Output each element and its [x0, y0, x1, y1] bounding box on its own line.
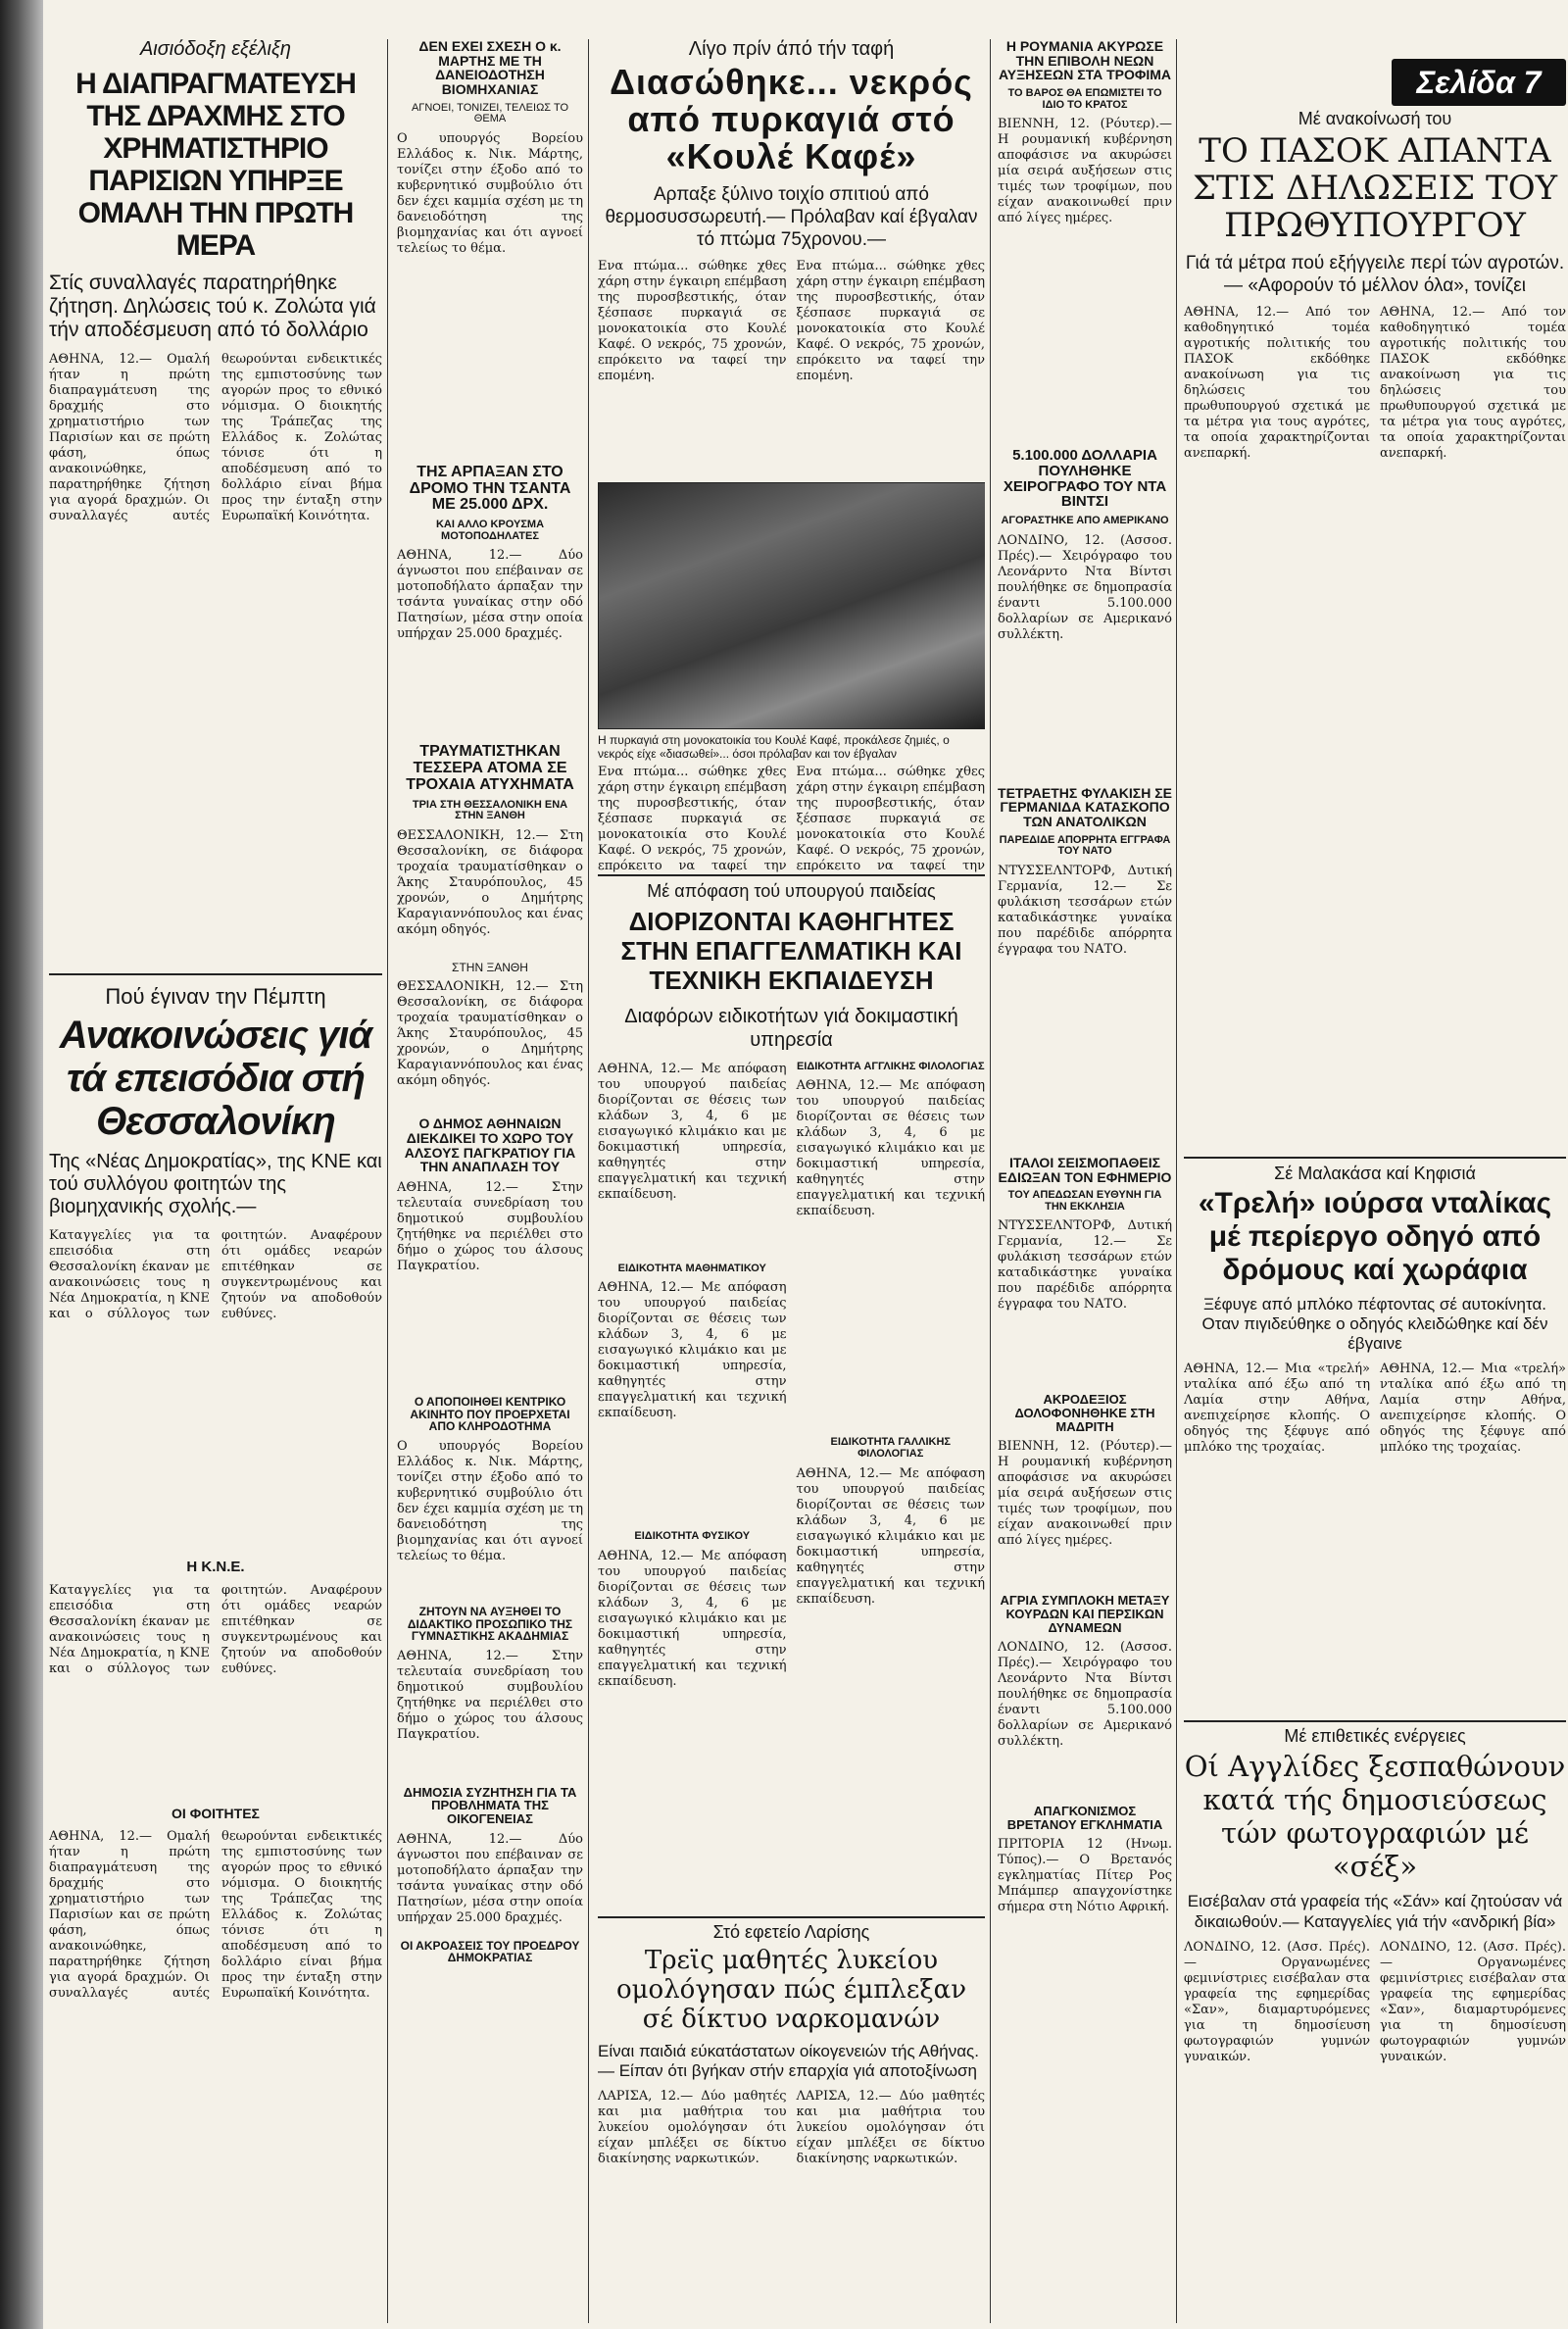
col2-hl2: ΤΗΣ ΑΡΠΑΞΑΝ ΣΤΟ ΔΡΟΜΟ ΤΗΝ ΤΣΑΝΤΑ ΜΕ 25.000 ΔΡΧ.: [409, 463, 571, 514]
col5-briefs: [998, 39, 1172, 2313]
col5-body1: ΒΙΕΝΝΗ, 12. (Ρόυτερ).— Η ρουμανική κυβέρνηση αποφάσισε να ακυρώσει μία σειρά αυξήσεων στις τιμές των τροφίμων, που είχαν ανακοινωθεί πριν από λίγες ημέρες.: [998, 117, 1172, 226]
rule: [1184, 1720, 1566, 1722]
center-kicker3: Στό εφετείο Λαρίσης: [712, 1923, 870, 1942]
center-col-e: ΛΑΡΙΣΑ, 12.— Δύο μαθητές και μια μαθήτρια του λυκείου ομολόγησαν ότι είχαν μπλέξει σε δίκτυο διακίνησης ναρκωτικών.: [598, 2088, 787, 2166]
col5-hl1b: ΤΟ ΒΑΡΟΣ ΘΑ ΕΠΩΜΙΣΤΕΙ ΤΟ ΙΔΙΟ ΤΟ ΚΡΑΤΟΣ: [1007, 87, 1162, 111]
col6-col-e: ΛΟΝΔΙΝΟ, 12. (Ασσ. Πρές).— Οργανωμένες φεμινίστριες εισέβαλαν στα γραφεία της εφημερίδας «Σαν», διαμαρτυρόμενες για τη δημοσίευση φωτογραφιών γυμνών γυναικών.: [1184, 1939, 1370, 2064]
col5-filler3: ΛΟΝΔΙΝΟ, 12. (Ασσοσ. Πρές).— Χειρόγραφο του Λεονάρντο Ντα Βίντσι πουλήθηκε σε δημοπρασία έναντι 5.100.000 δολλαρίων σε Αμερικανό συλλέκτη.: [998, 1640, 1172, 1750]
photo-caption: Η πυρκαγιά στη μονοκατοικία του Κουλέ Καφέ, προκάλεσε ζημιές, ο νεκρός είχε «διασωθεί»... όσοι πρόλαβαν και τον έβγαλαν: [598, 733, 950, 761]
center-col-a: Ενα πτώμα... σώθηκε χθες χάρη στην έγκαιρη επέμβαση της πυροσβεστικής, όταν ξέσπασε πυρκαγιά σε μονοκατοικία στο Κουλέ Καφέ. Ο νεκρός, 75 χρονών, επρόκειτο να ταφεί την επομένη.: [598, 259, 787, 383]
col5-hl6: ΑΓΡΙΑ ΣΥΜΠΛΟΚΗ ΜΕΤΑΞΥ ΚΟΥΡΔΩΝ ΚΑΙ ΠΕΡΣΙΚΩΝ ΔΥΝΑΜΕΩΝ: [1000, 1593, 1170, 1635]
col1-kicker: Αισιόδοξη εξέλιξη: [139, 39, 292, 60]
col1-hl2-kicker: Πού έγιναν την Πέμπτη: [105, 984, 326, 1009]
col2-hl7: ΖΗΤΟΥΝ ΝΑ ΑΥΞΗΘΕΙ ΤΟ ΔΙΔΑΚΤΙΚΟ ΠΡΟΣΩΠΙΚΟ ΤΗΣ ΓΥΜΝΑΣΤΙΚΗΣ ΑΚΑΔΗΜΙΑΣ: [407, 1604, 573, 1644]
col5-hl2b: ΑΓΟΡΑΣΤΗΚΕ ΑΠΟ ΑΜΕΡΙΚΑΝΟ: [1001, 515, 1169, 527]
col5-body7: ΠΡΙΤΟΡΙΑ 12 (Ηνωμ. Τύπος).— Ο Βρετανός εγκληματίας Πίτερ Ρος Μπάμπερ απαγχονίστηκε σήμερα στη Νότιο Αφρική.: [998, 1837, 1172, 1915]
col1-filler: Καταγγελίες για τα επεισόδια στη Θεσσαλονίκη έκαναν με ανακοινώσεις τους η Νέα Δημοκρατία, η ΚΝΕ και ο σύλλογος των φοιτητών. Αναφέρουν ότι ομάδες νεαρών επιτέθηκαν σε συγκεντρωμένους και ζητούν να αποδοθούν ευθύνες.: [49, 1582, 382, 1676]
col1-subhead2: ΟΙ ΦΟΙΤΗΤΕΣ: [172, 1805, 260, 1821]
center-teachers-story: [598, 882, 985, 1911]
col6-col-b: ΑΘΗΝΑ, 12.— Από τον καθοδηγητικό τομέα αγροτικής πολιτικής του ΠΑΣΟΚ εκδόθηκε ανακοίνωση για τις δηλώσεις του πρωθυπουργού σχετικά με τα μέτρα για τους αγρότες, τα οποία χαρακτηρίζονται ανεπαρκή.: [1380, 304, 1566, 461]
col6-truck-story: [1184, 1164, 1566, 1713]
center-deck: Αρπαξε ξύλινο τοιχίο σπιτιού από θερμοσυσσωρευτή.— Πρόλαβαν καί έβγαλαν τό πτώμα 75χρονου.—: [605, 184, 978, 250]
center-filler-a: ΑΘΗΝΑ, 12.— Με απόφαση του υπουργού παιδείας διορίζονται σε θέσεις των κλάδων 3, 4, 6 με εισαγωγικό κλιμάκιο και με δοκιμαστική υπηρεσία, καθηγητές στην επαγγελματική και τεχνική εκπαίδευση.: [598, 1280, 787, 1421]
col2-body3: ΘΕΣΣΑΛΟΝΙΚΗ, 12.— Στη Θεσσαλονίκη, σε διάφορα τροχαία τραυματίσθηκαν ο Άκης Σταυρόπουλος, 45 χρονών, ο Δημήτρης Καραγιαννόπουλος και ένας ακόμη οδηγός.: [397, 827, 583, 937]
center-col-b: Ενα πτώμα... σώθηκε χθες χάρη στην έγκαιρη επέμβαση της πυροσβεστικής, όταν ξέσπασε πυρκαγιά σε μονοκατοικία στο Κουλέ Καφέ. Ο νεκρός, 75 χρονών, επρόκειτο να ταφεί την επομένη.: [796, 259, 985, 383]
col2-hl2b: ΚΑΙ ΑΛΛΟ ΚΡΟΥΣΜΑ ΜΟΤΟΠΟΔΗΛΑΤΕΣ: [435, 519, 545, 542]
center-body2: ΑΘΗΝΑ, 12.— Με απόφαση του υπουργού παιδείας διορίζονται σε θέσεις των κλάδων 3, 4, 6 με εισαγωγικό κλιμάκιο και με δοκιμαστική υπηρεσία, καθηγητές στην επαγγελματική και τεχνική εκπαίδευση.: [598, 1061, 787, 1202]
col6-deck2: Ξέφυγε από μπλόκο πέφτοντας σέ αυτοκίνητα. Οταν πιγιδεύθηκε ο οδηγός κλειδώθηκε καί δέν έβγαινε: [1201, 1294, 1548, 1353]
center-teachers-body: [598, 1062, 985, 1911]
rule: [598, 874, 985, 876]
col2-sub4: ΣΤΗΝ ΞΑΝΘΗ: [452, 960, 528, 974]
center-deck2: Διαφόρων ειδικοτήτων γιά δοκιμαστική υπηρεσία: [624, 1005, 958, 1051]
rule: [598, 1916, 985, 1918]
rule: [1184, 1157, 1566, 1159]
col1-body: ΑΘΗΝΑ, 12.— Ομαλή ήταν η πρώτη διαπραγμάτευση της δραχμής στο χρηματιστήριο των Παρισίων και σε πρώτη φάση, όπως ανακοινώθηκε, παρατηρήθηκε ζήτηση για αγορά δραχμών. Οι συναλλαγές αυτές θεωρούνται ενδεικτικές της εμπιστοσύνης των αγορών προς το εθνικό νόμισμα. Ο διοικητής της Τράπεζας της Ελλάδος κ. Ζολώτας τόνισε ότι η αποδέσμευση από το δολλάριο είναι βήμα προς την ένταξη στην Ευρωπαϊκή Κοινότητα.: [49, 352, 382, 523]
col5-filler: ΝΤΥΣΣΕΛΝΤΟΡΦ, Δυτική Γερμανία, 12.— Σε φυλάκιση τεσσάρων ετών καταδικάστηκε γυναίκα που παρέδιδε απόρρητα έγγραφα του ΝΑΤΟ.: [998, 1218, 1172, 1313]
center-headline: Διασώθηκε... νεκρός από πυρκαγιά στό «Κουλέ Καφέ»: [610, 62, 973, 176]
col1-hl2: Ανακοινώσεις γιά τά επεισόδια στή Θεσσαλονίκη: [59, 1014, 372, 1144]
col6-deck: Γιά τά μέτρα πού εξήγγειλε περί τών αγροτών.— «Αφορούν τό μέλλον όλα», τονίζει: [1185, 252, 1565, 296]
col2-body5: ΑΘΗΝΑ, 12.— Στην τελευταία συνεδρίαση του δημοτικού συμβουλίου ζητήθηκε να περιέλθει στο δήμο ο χώρος του άλσους Παγκρατίου.: [397, 1180, 583, 1274]
col5-body2: ΛΟΝΔΙΝΟ, 12. (Ασσοσ. Πρές).— Χειρόγραφο του Λεονάρντο Ντα Βίντσι πουλήθηκε σε δημοπρασία έναντι 5.100.000 δολλαρίων σε Αμερικανό συλλέκτη.: [998, 532, 1172, 642]
col2-body2: ΑΘΗΝΑ, 12.— Δύο άγνωστοι που επέβαιναν σε μοτοποδήλατο άρπαξαν την τσάντα γυναίκας στην οδό Πατησίων, μέσα στην οποία υπήρχαν 25.000 δραχμές.: [397, 548, 583, 642]
col6-truck-body: [1184, 1362, 1566, 1675]
col6-headline: ΤΟ ΠΑΣΟΚ ΑΠΑΝΤΑ ΣΤΙΣ ΔΗΛΩΣΕΙΣ ΤΟΥ ΠΡΩΘΥΠΟΥΡΓΟΥ: [1192, 130, 1558, 245]
center-sub-a: ΕΙΔΙΚΟΤΗΤΑ ΜΑΘΗΜΑΤΙΚΟΥ: [617, 1262, 766, 1274]
center-top-story: [598, 39, 985, 872]
center-headline3: Τρεϊς μαθητές λυκείου ομολόγησαν πώς έμπλεξαν σέ δίκτυο ναρκομανών: [615, 1945, 967, 2034]
center-kicker: Λίγο πρίν άπό τήν ταφή: [688, 39, 895, 60]
col5-hl1: Η ΡΟΥΜΑΝΙΑ ΑΚΥΡΩΣΕ ΤΗΝ ΕΠΙΒΟΛΗ ΝΕΩΝ ΑΥΞΗΣΕΩΝ ΣΤΑ ΤΡΟΦΙΜΑ: [998, 39, 1172, 83]
col6-deck3: Εισέβαλαν στά γραφεία τής «Σάν» καί ζητούσαν νά δικαιωθούν.— Καταγγελίες γιά τήν «ανδρική βία»: [1187, 1891, 1563, 1931]
center-col-f: ΛΑΡΙΣΑ, 12.— Δύο μαθητές και μια μαθήτρια του λυκείου ομολόγησαν ότι είχαν μπλέξει σε δίκτυο διακίνησης ναρκωτικών.: [796, 2088, 985, 2166]
col6-body-wrap: [1184, 305, 1566, 1149]
col5-hl3b: ΠΑΡΕΔΙΔΕ ΑΠΟΡΡΗΤΑ ΕΓΓΡΑΦΑ ΤΟΥ ΝΑΤΟ: [999, 833, 1171, 858]
center-col-d: Ενα πτώμα... σώθηκε χθες χάρη στην έγκαιρη επέμβαση της πυροσβεστικής, όταν ξέσπασε πυρκαγιά σε μονοκατοικία στο Κουλέ Καφέ. Ο νεκρός, 75 χρονών, επρόκειτο να ταφεί την: [796, 765, 985, 872]
col2-hl3: ΤΡΑΥΜΑΤΙΣΤΗΚΑΝ ΤΕΣΣΕΡΑ ΑΤΟΜΑ ΣΕ ΤΡΟΧΑΙΑ ΑΤΥΧΗΜΑΤΑ: [406, 743, 574, 793]
column-rule: [387, 39, 388, 2323]
col1-subhead: Η Κ.Ν.Ε.: [186, 1559, 245, 1576]
col2-filler4: ΑΘΗΝΑ, 12.— Δύο άγνωστοι που επέβαιναν σε μοτοποδήλατο άρπαξαν την τσάντα γυναίκας στην οδό Πατησίων, μέσα στην οποία υπήρχαν 25.000 δραχμές.: [397, 1831, 583, 1925]
col6-headline2: «Τρελή» ιούρσα νταλίκας μέ περίεργο οδηγό από δρόμους καί χωράφια: [1198, 1186, 1552, 1286]
center-filler-b: ΑΘΗΝΑ, 12.— Με απόφαση του υπουργού παιδείας διορίζονται σε θέσεις των κλάδων 3, 4, 6 με εισαγωγικό κλιμάκιο και με δοκιμαστική υπηρεσία, καθηγητές στην επαγγελματική και τεχνική εκπαίδευση.: [598, 1548, 787, 1689]
col6-headline3: Οί Αγγλίδες ξεσπαθώνουν κατά τής δημοσιεύσεως τών φωτογραφιών μέ «σέξ»: [1184, 1749, 1566, 1883]
center-body-bottom: [598, 765, 985, 872]
column-rule: [990, 39, 991, 2323]
col6-col-a: ΑΘΗΝΑ, 12.— Από τον καθοδηγητικό τομέα αγροτικής πολιτικής του ΠΑΣΟΚ εκδόθηκε ανακοίνωση για τις δηλώσεις του πρωθυπουργού σχετικά με τα μέτρα για τους αγρότες, τα οποία χαρακτηρίζονται ανεπαρκή.: [1184, 304, 1370, 461]
center-body-top: [598, 259, 985, 474]
center-sub-b: ΕΙΔΙΚΟΤΗΤΑ ΦΥΣΙΚΟΥ: [634, 1530, 751, 1543]
col6-feminist-story: [1184, 1727, 1566, 2325]
col6-kicker2: Σέ Μαλακάσα καί Κηφισιά: [1274, 1164, 1476, 1183]
center-sub-c: ΕΙΔΙΚΟΤΗΤΑ ΑΓΓΛΙΚΗΣ ΦΙΛΟΛΟΓΙΑΣ: [796, 1060, 985, 1072]
center-deck3: Είναι παιδιά εύκατάστατων οίκογενειών τής Αθήνας.— Είπαν ότι βγήκαν στήν επαρχία γιά αποτοξίνωση: [598, 2041, 979, 2080]
col2-hl1: ΔΕΝ ΕΧΕΙ ΣΧΕΣΗ Ο κ. ΜΑΡΤΗΣ ΜΕ ΤΗ ΔΑΝΕΙΟΔΟΤΗΣΗ ΒΙΟΜΗΧΑΝΙΑΣ: [418, 39, 562, 98]
rule: [49, 973, 382, 975]
col6-feminist-body: [1184, 1940, 1566, 2263]
center-filler-c: ΑΘΗΝΑ, 12.— Με απόφαση του υπουργού παιδείας διορίζονται σε θέσεις των κλάδων 3, 4, 6 με εισαγωγικό κλιμάκιο και με δοκιμαστική υπηρεσία, καθηγητές στην επαγγελματική και τεχνική εκπαίδευση.: [796, 1078, 985, 1219]
col2-hl6: Ο ΑΠΟΠΟΙΗΘΕΙ ΚΕΝΤΡΙΚΟ ΑΚΙΝΗΤΟ ΠΟΥ ΠΡΟΕΡΧΕΤΑΙ ΑΠΟ ΚΛΗΡΟΔΟΤΗΜΑ: [410, 1395, 570, 1434]
col5-hl4: ΙΤΑΛΟΙ ΣΕΙΣΜΟΠΑΘΕΙΣ ΕΔΙΩΞΑΝ ΤΟΝ ΕΦΗΜΕΡΙΟ: [998, 1154, 1172, 1185]
binding-shadow: [0, 0, 43, 2329]
center-sub-d: ΕΙΔΙΚΟΤΗΤΑ ΓΑΛΛΙΚΗΣ ΦΙΛΟΛΟΓΙΑΣ: [830, 1436, 951, 1460]
center-larisa-story: [598, 1923, 985, 2325]
center-headline2: ΔΙΟΡΙΖΟΝΤΑΙ ΚΑΘΗΓΗΤΕΣ ΣΤΗΝ ΕΠΑΓΓΕΛΜΑΤΙΚΗ ΚΑΙ ΤΕΧΝΙΚΗ ΕΚΠΑΙΔΕΥΣΗ: [620, 906, 962, 995]
col1-hl2-deck: Της «Νέας Δημοκρατίας», της ΚΝΕ και τού συλλόγου φοιτητών της βιομηχανικής σχολής.—: [49, 1151, 382, 1218]
col2-body1: Ο υπουργός Βορείου Ελλάδος κ. Νικ. Μάρτης, τονίζει στην έξοδο από το κυβερνητικό συμβούλιο ότι δεν έχει καμμία σχέση με τη δανειοδότηση της βιομηχανίας και ότι αγνοεί τελείως το θέμα.: [397, 130, 583, 256]
col6-col-c: ΑΘΗΝΑ, 12.— Μια «τρελή» νταλίκα από έξω από τη Λαμία στην Αθήνα, ανεπιχείρησε κλοπής. Ο οδηγός της ξέφυγε από μπλόκο της τροχαίας.: [1184, 1361, 1370, 1455]
col5-hl3: ΤΕΤΡΑΕΤΗΣ ΦΥΛΑΚΙΣΗ ΣΕ ΓΕΡΜΑΝΙΔΑ ΚΑΤΑΣΚΟΠΟ ΤΩΝ ΑΝΑΤΟΛΙΚΩΝ: [998, 784, 1172, 830]
col6-kicker3: Μέ επιθετικές ενέργειες: [1284, 1727, 1466, 1746]
center-col-c: Ενα πτώμα... σώθηκε χθες χάρη στην έγκαιρη επέμβαση της πυροσβεστικής, όταν ξέσπασε πυρκαγιά σε μονοκατοικία στο Κουλέ Καφέ. Ο νεκρός, 75 χρονών, επρόκειτο να ταφεί την: [598, 765, 787, 872]
col1-filler2: ΑΘΗΝΑ, 12.— Ομαλή ήταν η πρώτη διαπραγμάτευση της δραχμής στο χρηματιστήριο των Παρισίων και σε πρώτη φάση, όπως ανακοινώθηκε, παρατηρήθηκε ζήτηση για αγορά δραχμών. Οι συναλλαγές αυτές θεωρούνται ενδεικτικές της εμπιστοσύνης των αγορών προς το εθνικό νόμισμα. Ο διοικητής της Τράπεζας της Ελλάδος κ. Ζολώτας τόνισε ότι η αποδέσμευση από το δολλάριο είναι βήμα προς την ένταξη στην Ευρωπαϊκή Κοινότητα.: [49, 1828, 382, 2001]
center-larisa-body: [598, 2089, 985, 2265]
col5-hl5: ΑΚΡΟΔΕΞΙΟΣ ΔΟΛΟΦΟΝΗΘΗΚΕ ΣΤΗ ΜΑΔΡΙΤΗ: [1014, 1392, 1155, 1434]
col1-headline: Η ΔΙΑΠΡΑΓΜΑΤΕΥΣΗ ΤΗΣ ΔΡΑΧΜΗΣ ΣΤΟ ΧΡΗΜΑΤΙΣΤΗΡΙΟ ΠΑΡΙΣΙΩΝ ΥΠΗΡΞΕ ΟΜΑΛΗ ΤΗΝ ΠΡΩΤΗ ΜΕΡΑ: [75, 68, 356, 262]
col6-kicker: Μέ ανακοίνωσή του: [1298, 110, 1452, 128]
col5-hl4b: ΤΟΥ ΑΠΕΔΩΣΑΝ ΕΥΘΥΝΗ ΓΙΑ ΤΗΝ ΕΚΚΛΗΣΙΑ: [1007, 1189, 1162, 1213]
col5-body3: ΝΤΥΣΣΕΛΝΤΟΡΦ, Δυτική Γερμανία, 12.— Σε φυλάκιση τεσσάρων ετών καταδικάστηκε γυναίκα που παρέδιδε απόρρητα έγγραφα του ΝΑΤΟ.: [998, 863, 1172, 957]
col1-deck: Στίς συναλλαγές παρατηρήθηκε ζήτηση. Δηλώσεις τού κ. Ζολώτα γιά τήν αποδέσμευση από τό δολλάριο: [49, 272, 376, 341]
col1-article: [49, 39, 382, 2313]
fire-photo: [598, 482, 985, 729]
col5-hl7: ΑΠΑΓΚΟΝΙΣΜΟΣ ΒΡΕΤΑΝΟΥ ΕΓΚΛΗΜΑΤΙΑ: [1006, 1804, 1163, 1832]
col2-filler: ΘΕΣΣΑΛΟΝΙΚΗ, 12.— Στη Θεσσαλονίκη, σε διάφορα τροχαία τραυματίσθηκαν ο Άκης Σταυρόπουλος, 45 χρονών, ο Δημήτρης Καραγιαννόπουλος και ένας ακόμη οδηγός.: [397, 979, 583, 1089]
col2-filler2: Ο υπουργός Βορείου Ελλάδος κ. Νικ. Μάρτης, τονίζει στην έξοδο από το κυβερνητικό συμβούλιο ότι δεν έχει καμμία σχέση με τη δανειοδότηση της βιομηχανίας και ότι αγνοεί τελείως το θέμα.: [397, 1438, 583, 1563]
col5-filler2: ΒΙΕΝΝΗ, 12. (Ρόυτερ).— Η ρουμανική κυβέρνηση αποφάσισε να ακυρώσει μία σειρά αυξήσεων στις τιμές των τροφίμων, που είχαν ανακοινωθεί πριν από λίγες ημέρες.: [998, 1439, 1172, 1549]
page-number-badge: [1392, 59, 1566, 106]
col5-hl2: 5.100.000 ΔΟΛΛΑΡΙΑ ΠΟΥΛΗΘΗΚΕ ΧΕΙΡΟΓΡΑΦΟ ΤΟΥ ΝΤΑ ΒΙΝΤΣΙ: [1003, 447, 1167, 511]
col6-col-d: ΑΘΗΝΑ, 12.— Μια «τρελή» νταλίκα από έξω από τη Λαμία στην Αθήνα, ανεπιχείρησε κλοπής. Ο οδηγός της ξέφυγε από μπλόκο της τροχαίας.: [1380, 1361, 1566, 1455]
center-kicker2: Μέ απόφαση τού υπουργού παιδείας: [647, 882, 936, 901]
col2-briefs: [397, 39, 583, 2313]
col2-filler3: ΑΘΗΝΑ, 12.— Στην τελευταία συνεδρίαση του δημοτικού συμβουλίου ζητήθηκε να περιέλθει στο δήμο ο χώρος του άλσους Παγκρατίου.: [397, 1648, 583, 1742]
column-rule: [588, 39, 589, 2323]
col1-body2: Καταγγελίες για τα επεισόδια στη Θεσσαλονίκη έκαναν με ανακοινώσεις τους η Νέα Δημοκρατία, η ΚΝΕ και ο σύλλογος των φοιτητών. Αναφέρουν ότι ομάδες νεαρών επιτέθηκαν σε συγκεντρωμένους και ζητούν να αποδοθούν ευθύνες.: [49, 1228, 382, 1322]
col6-col-f: ΛΟΝΔΙΝΟ, 12. (Ασσ. Πρές).— Οργανωμένες φεμινίστριες εισέβαλαν στα γραφεία της εφημερίδας «Σαν», διαμαρτυρόμενες για τη δημοσίευση φωτογραφιών γυμνών γυναικών.: [1380, 1939, 1566, 2064]
col6-pasok-story: [1184, 110, 1566, 1149]
col2-hl5: Ο ΔΗΜΟΣ ΑΘΗΝΑΙΩΝ ΔΙΕΚΔΙΚΕΙ ΤΟ ΧΩΡΟ ΤΟΥ ΑΛΣΟΥΣ ΠΑΓΚΡΑΤΙΟΥ ΓΙΑ ΤΗΝ ΑΝΑΠΛΑΣΗ ΤΟΥ: [404, 1115, 576, 1175]
page-number-label: Σελίδα 7: [1416, 65, 1542, 100]
col2-sub1: ΑΓΝΟΕΙ, ΤΟΝΙΖΕΙ, ΤΕΛΕΙΩΣ ΤΟ ΘΕΜΑ: [411, 101, 569, 125]
center-teachers-col-b: [797, 1062, 986, 1911]
center-filler-d: ΑΘΗΝΑ, 12.— Με απόφαση του υπουργού παιδείας διορίζονται σε θέσεις των κλάδων 3, 4, 6 με εισαγωγικό κλιμάκιο και με δοκιμαστική υπηρεσία, καθηγητές στην επαγγελματική και τεχνική εκπαίδευση.: [796, 1465, 985, 1607]
col2-hl8: ΔΗΜΟΣΙΑ ΣΥΖΗΤΗΣΗ ΓΙΑ ΤΑ ΠΡΟΒΛΗΜΑΤΑ ΤΗΣ ΟΙΚΟΓΕΝΕΙΑΣ: [403, 1784, 577, 1826]
center-teachers-col-a: [598, 1062, 787, 1911]
column-rule: [1176, 39, 1177, 2323]
col2-hl3b: ΤΡΙΑ ΣΤΗ ΘΕΣΣΑΛΟΝΙΚΗ ΕΝΑ ΣΤΗΝ ΞΑΝΘΗ: [412, 798, 568, 822]
col2-hl9: ΟΙ ΑΚΡΟΑΣΕΙΣ ΤΟΥ ΠΡΟΕΔΡΟΥ ΔΗΜΟΚΡΑΤΙΑΣ: [400, 1938, 580, 1965]
